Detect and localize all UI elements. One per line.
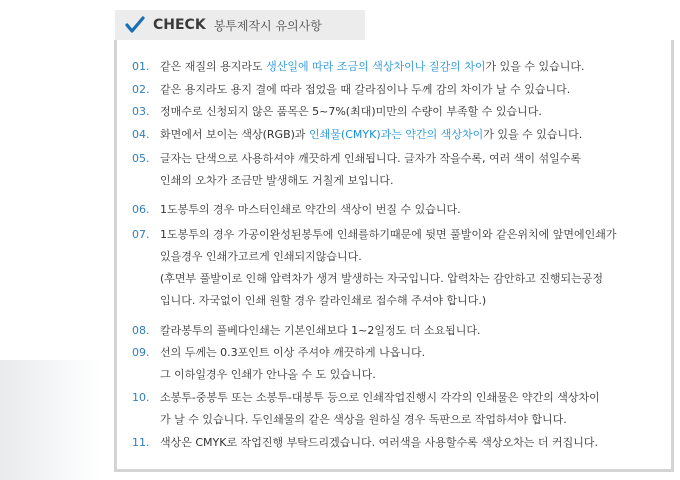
body-text: 선의 두께는 0.3포인트 이상 주셔야 깨끗하게 나옵니다.	[160, 346, 426, 359]
item-number: 06.	[132, 203, 150, 216]
body-text: 가 날 수 있습니다. 두인쇄물의 같은 색상을 원하실 경우 독판으로 작업하셔야 합니다.	[160, 413, 567, 426]
body-text: (후면부 풀발이로 인해 압력차가 생겨 발생하는 자국입니다. 압력차는 감안하고 진행되는공정	[160, 272, 604, 285]
background-fade	[0, 360, 100, 480]
item-text	[160, 79, 570, 101]
item-number: 10.	[132, 391, 150, 404]
check-header	[115, 10, 365, 40]
body-text: 1도봉투의 경우 마스터인쇄로 약간의 색상이 번질 수 있습니다.	[160, 203, 461, 216]
body-text: 그 이하일경우 인쇄가 안나올 수 도 있습니다.	[160, 368, 376, 381]
item-line	[160, 342, 425, 364]
item-line	[160, 320, 480, 342]
item-line	[160, 56, 585, 78]
item-text	[160, 101, 542, 123]
item-line	[160, 224, 617, 246]
body-text: 가 있을 수 있습니다.	[485, 60, 585, 73]
item-line	[160, 199, 461, 221]
item-text	[160, 56, 585, 78]
item-line	[160, 432, 598, 454]
item-text	[160, 124, 582, 146]
item-line	[160, 148, 581, 170]
item-line	[160, 124, 582, 146]
body-text: 칼라봉투의 풀베다인쇄는 기본인쇄보다 1~2일정도 더 소요됩니다.	[160, 324, 481, 337]
body-text: 같은 용지라도 용지 결에 따라 접었을 때 갈라짐이나 두께 감의 차이가 날 수 있습니다.	[160, 83, 571, 96]
item-number: 02.	[132, 83, 150, 96]
item-text	[160, 342, 425, 386]
item-line	[160, 170, 581, 192]
item-line	[160, 101, 542, 123]
item-line	[160, 268, 617, 290]
body-text: 입니다. 자국없이 인쇄 원할 경우 칼라인쇄로 접수해 주셔야 합니다.)	[160, 294, 487, 307]
item-text	[160, 148, 581, 192]
item-text	[160, 199, 461, 221]
item-line	[160, 79, 570, 101]
item-number: 03.	[132, 105, 150, 118]
item-text	[160, 432, 598, 454]
item-number: 01.	[132, 60, 150, 73]
item-line	[160, 290, 617, 312]
item-number: 07.	[132, 228, 150, 241]
body-text: 글자는 단색으로 사용하셔야 깨끗하게 인쇄됩니다. 글자가 작을수록, 여러 색이 섞일수록	[160, 152, 581, 165]
body-text: 1도봉투의 경우 가공이완성된봉투에 인쇄를하기때문에 뒷면 풀발이와 같은위치에 앞면에인쇄가	[160, 228, 617, 241]
item-number: 08.	[132, 324, 150, 337]
body-text: 소봉투-중봉투 또는 소봉투-대봉투 등으로 인쇄작업진행시 각각의 인쇄물은 약간의 색상차이	[160, 391, 600, 404]
body-text: 색상은 CMYK로 작업진행 부탁드리겠습니다. 여러색을 사용할수록 색상오차는 더 커집니다.	[160, 436, 598, 449]
body-text: 같은 재질의 용지라도	[160, 60, 267, 73]
body-text: 있을경우 인쇄가고르게 인쇄되지않습니다.	[160, 250, 362, 263]
item-text	[160, 224, 617, 312]
highlight-text: 생산일에 따라 조금의 색상차이나 질감의 차이	[266, 60, 486, 73]
item-line	[160, 246, 617, 268]
item-number: 11.	[132, 436, 150, 449]
item-text	[160, 320, 480, 342]
item-line	[160, 409, 600, 431]
item-line	[160, 387, 600, 409]
item-line	[160, 364, 425, 386]
header-title: 봉투제작시 유의사항	[213, 18, 322, 33]
checkmark-icon	[125, 14, 147, 36]
body-text: 정매수로 신청되지 않은 품목은 5~7%(최대)미만의 수량이 부족할 수 있습니다.	[160, 105, 542, 118]
item-number: 09.	[132, 346, 150, 359]
item-number: 05.	[132, 152, 150, 165]
item-text	[160, 387, 600, 431]
check-label: CHECK	[153, 17, 206, 33]
body-text: 인쇄의 오차가 조금만 발생해도 거칠게 보입니다.	[160, 174, 394, 187]
item-number: 04.	[132, 128, 150, 141]
body-text: 화면에서 보이는 색상(RGB)과	[160, 128, 310, 141]
body-text: 가 있을 수 있습니다.	[483, 128, 583, 141]
highlight-text: 인쇄물(CMYK)과는 약간의 색상차이	[309, 128, 484, 141]
